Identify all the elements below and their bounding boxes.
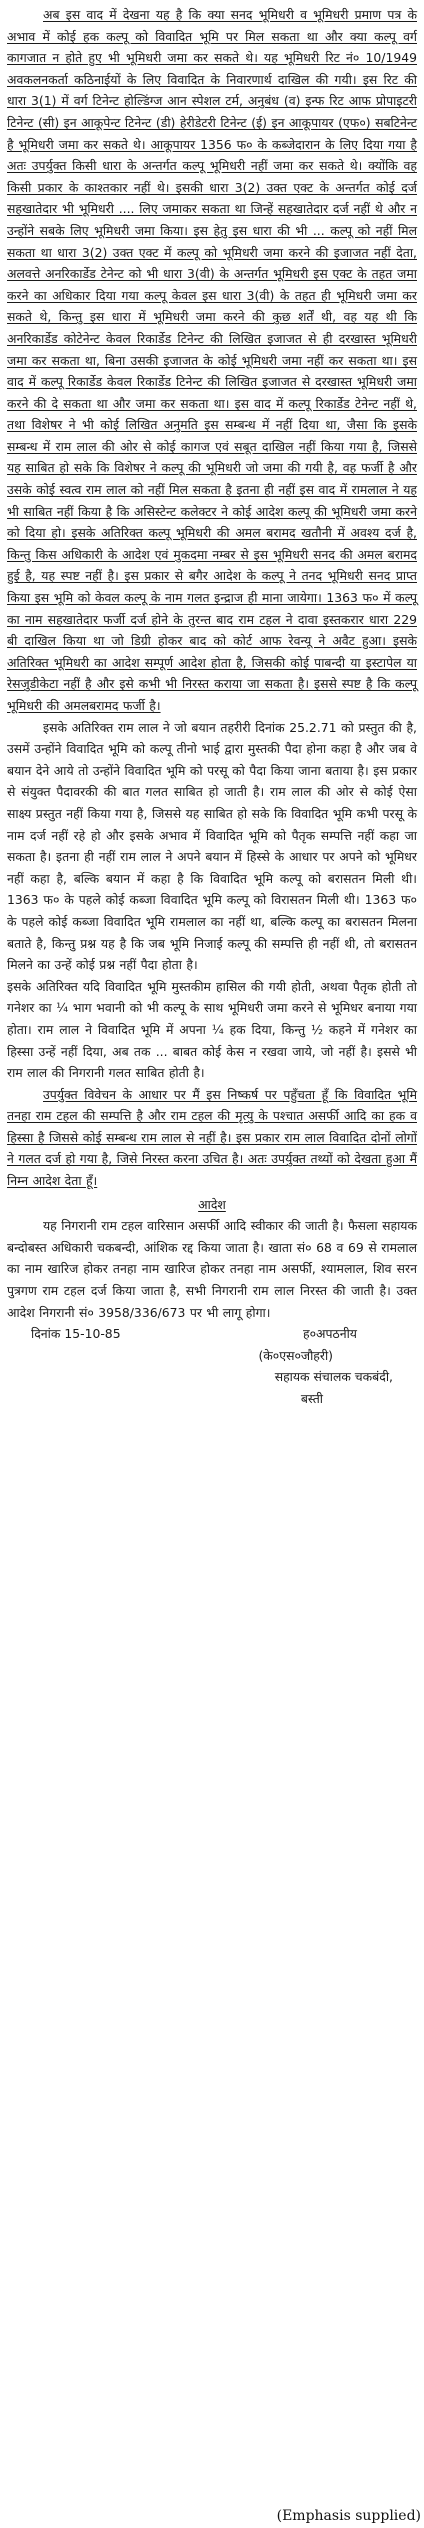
paragraph-2: इसके अतिरिक्त राम लाल ने जो बयान तहरीरी दिनांक 25.2.71 को प्रस्तुत की है, उसमें उन्होंने विवादित भूमि को कल्पू तीनो भाई द्वारा मुस्तकी पैदा होना कहा है और जब वे बयान देने आये तो उन्होंने विवादित भूमि को परसू को पैदा किया जाना बताया है। इस प्रकार से संयुक्त पैदावरकी की बात गलत साबित हो जाती है। राम लाल की ओर से कोई ऐसा साक्ष्य प्रस्तुत नहीं किया गया है, जिससे यह साबित हो सके कि विवादित भूमि कभी परसू के नाम दर्ज नहीं रहे हो और इसके अभाव में विवादित भूमि को पैतृक सम्पत्ति नहीं कहा जा सकता है। इतना ही नहीं राम लाल ने अपने बयान में हिस्से के आधार पर अपने को भूमिधर नहीं कहा है, बल्कि बयान में कहा है कि विवादित भूमि कल्पू को बरासतन मिली थी। 1363 फ० के पहले कोई कब्जा विवादित भूमि कल्पू को विरासतन मिली थी। 1363 फ० के पहले कोई कब्जा विवादित भूमि रामलाल का नहीं था, बल्कि कल्पू का बरासतन मिलना बताते है, किन्तु प्रश्न यह है कि जब भूमि निजाई कल्पू की सम्पत्ति ही नहीं थी, तो बरासतन मिलने का उन्हें कोई प्रश्न नहीं पैदा होता है। [7,719,417,973]
emphasis-note: (Emphasis supplied) [276,2508,421,2524]
signatory-designation: सहायक संचालक चकबंदी, [274,1369,393,1385]
paragraph-1: अब इस वाद में देखना यह है कि क्या सनद भूमिधरी व भूमिधरी प्रमाण पत्र के अभाव में कोई हक कल्पू को विवादित भूमि पर मिल सकता था और क्या कल्पू वर्ग कागजात न होते हुए भी भूमिधरी जमा कर सकते थे। यह भूमिधरी रिट नं० 10/1949 अवकलनकर्ता कठिनाईयों के लिए विवादित के निवारणार्थ दाखिल की गयी। इस रिट की धारा 3(1) में वर्ग टिनेन्ट होल्डिंग्ज आन स्पेशल टर्म, अनुबंध (व) इन्फ रिट आफ प्रोपाइटरी टिनेन्ट (सी) इन आकूपेन्ट टिनेन्ट (डी) हेरीडेटरी टिनेन्ट (ई) इन आकूपायर (एफ०) सबटिनेन्ट है भूमिधरी जमा कर सकते थे। आकूपायर 1356 फ० के कब्जेदारान के लिए दिया गया है अतः उपर्युक्त किसी धारा के अन्तर्गत कल्पू भूमिधरी नहीं जमा कर सकते थे। क्योंकि वह किसी प्रकार के काश्तकार नहीं थे। इसकी धारा 3(2) उक्त एक्ट के अन्तर्गत कोई दर्ज सहखातेदार भी भूमिधरी .... लिए जमाकर सकता था जिन्हें सहखातेदार दर्ज नहीं थे और न उन्होंने सबके लिए भूमिधरी जमा किया। इस हेतु इस धारा की भी ... कल्पू को नहीं मिल सकता था धारा 3(2) उक्त एक्ट में कल्पू को भूमिधरी जमा करने की इजाजत नहीं देता, अलवत्ते अनरिकार्डेड टेनेन्ट को भी धारा 3(वी) के अन्तर्गत भूमिधरी इस एक्ट के तहत जमा करने का अधिकार दिया गया कल्पू केवल इस धारा 3(वी) के तहत ही भूमिधरी जमा कर सकते थे, किन्तु इस धारा में भूमिधरी जमा करने की कुछ शर्तें थी, वह यह थी कि अनरिकार्डेड कोटेनेन्ट केवल रिकार्डेड टिनेन्ट की लिखित इजाजत से ही दरखास्त भूमिधरी जमा कर सकता था, बिना उसकी इजाजत के कोई भूमिधरी जमा नहीं कर सकता था। इस वाद में कल्पू रिकार्डेड केवल रिकार्डेड टिनेन्ट की लिखित इजाजत से दरखास्त भूमिधरी जमा करने की दे सकता था और जमा कर सकता था। इस वाद में कल्पू रिकार्डेड टेनेन्ट नहीं थे, तथा विशेषर ने भी कोई लिखित अनुमति इस सम्बन्ध में नहीं दिया था, जैसा कि इसके सम्बन्ध में राम लाल की ओर से कोई कागज एवं सबूत दाखिल नहीं किया गया है, जिससे यह साबित हो सके कि विशेषर ने कल्पू की भूमिधरी जो जमा की गयी है, वह फर्जी है और उसके कोई स्वत्व राम लाल को नहीं मिल सकता है इतना ही नहीं इस वाद में रामलाल ने यह भी साबित नहीं किया है कि असिस्टेन्ट कलेक्टर ने कोई आदेश कल्पू की भूमिधरी जमा करने को दिया हो। इसके अतिरिक्त कल्पू भूमिधरी की अमल बरामद खतौनी में अवश्य दर्ज है, किन्तु किस अधिकारी के आदेश एवं मुकदमा नम्बर से इस भूमिधरी सनद की अमल बरामद हुई है, यह स्पष्ट नहीं है। इस प्रकार से बगैर आदेश के कल्पू ने तनद भूमिधरी सनद प्राप्त किया इस भूमि को केवल कल्पू के नाम गलत इन्द्राज ही माना जायेगा। 1363 फ० में कल्पू का नाम सहखातेदार फर्जी दर्ज होने के तुरन्त बाद राम टहल ने दावा इस्तकरार धारा 229 बी दाखिल किया था जो डिग्री होकर बाद को कोर्ट आफ रेवन्यू ने अवैट हुआ। इसके अतिरिक्त भूमिधरी का आदेश सम्पूर्ण आदेश होता है, जिसकी कोई पाबन्दी या इस्टापेल या रेसजुडीकेटा नहीं है और इसे कभी भी निरस्त कराया जा सकता है। इससे स्पष्ट है कि कल्पू भूमिधरी की अमलबरामद फर्जी है। [7,7,417,713]
paragraph-3: इसके अतिरिक्त यदि विवादित भूमि मुस्तकीम हासिल की गयी होती, अथवा पैतृक होती तो गनेशर का ¼ भाग भवानी को भी कल्पू के साथ भूमिधरी जमा करने से भूमिधर बनाया गया होता। राम लाल ने विवादित भूमि में अपना ¼ हक दिया, किन्तु ½ कहने में गनेशर का हिस्सा उन्हें नहीं दिया, अब तक ... बाबत कोई केस न रखवा जाये, जो नहीं है। इससे भी राम लाल की निगरानी गलत साबित होती है। [7,978,417,1081]
signature-unreadable: ह०अपठनीय [303,1326,357,1342]
order-heading: आदेश [198,1196,226,1212]
order-date: दिनांक 15-10-85 [31,1326,121,1342]
signatory-name: (के०एस०जौहरी) [258,1347,333,1363]
order-paragraph: यह निगरानी राम टहल वारिसान असर्फी आदि स्वीकार की जाती है। फैसला सहायक बन्दोबस्त अधिकारी चकबन्दी, आंशिक रद्द किया जाता है। खाता सं० 68 व 69 से रामलाल का नाम खारिज होकर तनहा नाम खारिज होकर तनहा नाम असर्फी, श्यामलाल, शिव सरन पुत्रगण राम टहल दर्ज किया जाता है, सभी निगरानी राम लाल निरस्त की जाती है। उक्त आदेश निगरानी सं० 3958/336/673 पर भी लागू होगा। [7,1218,417,1320]
judgment-text [7,4,417,1410]
signature-block [7,1345,417,1410]
date-row [7,1323,417,1345]
paragraph-4: उपर्युक्त विवेचन के आधार पर मैं इस निष्कर्ष पर पहुँचता हूँ कि विवादित भूमि तनहा राम टहल की सम्पत्ति है और राम टहल की मृत्यु के पश्चात असर्फी आदि का हक व हिस्सा है जिससे कोई सम्बन्ध राम लाल से नहीं है। इस प्रकार राम लाल विवादित दोनों लोगों ने गलत दर्ज हो गया है, जिसे निरस्त करना उचित है। अतः उपर्युक्त तथ्यों को देखता हुआ मैं निम्न आदेश देता हूँ। [7,1086,417,1189]
signatory-location: बस्ती [300,1391,323,1406]
